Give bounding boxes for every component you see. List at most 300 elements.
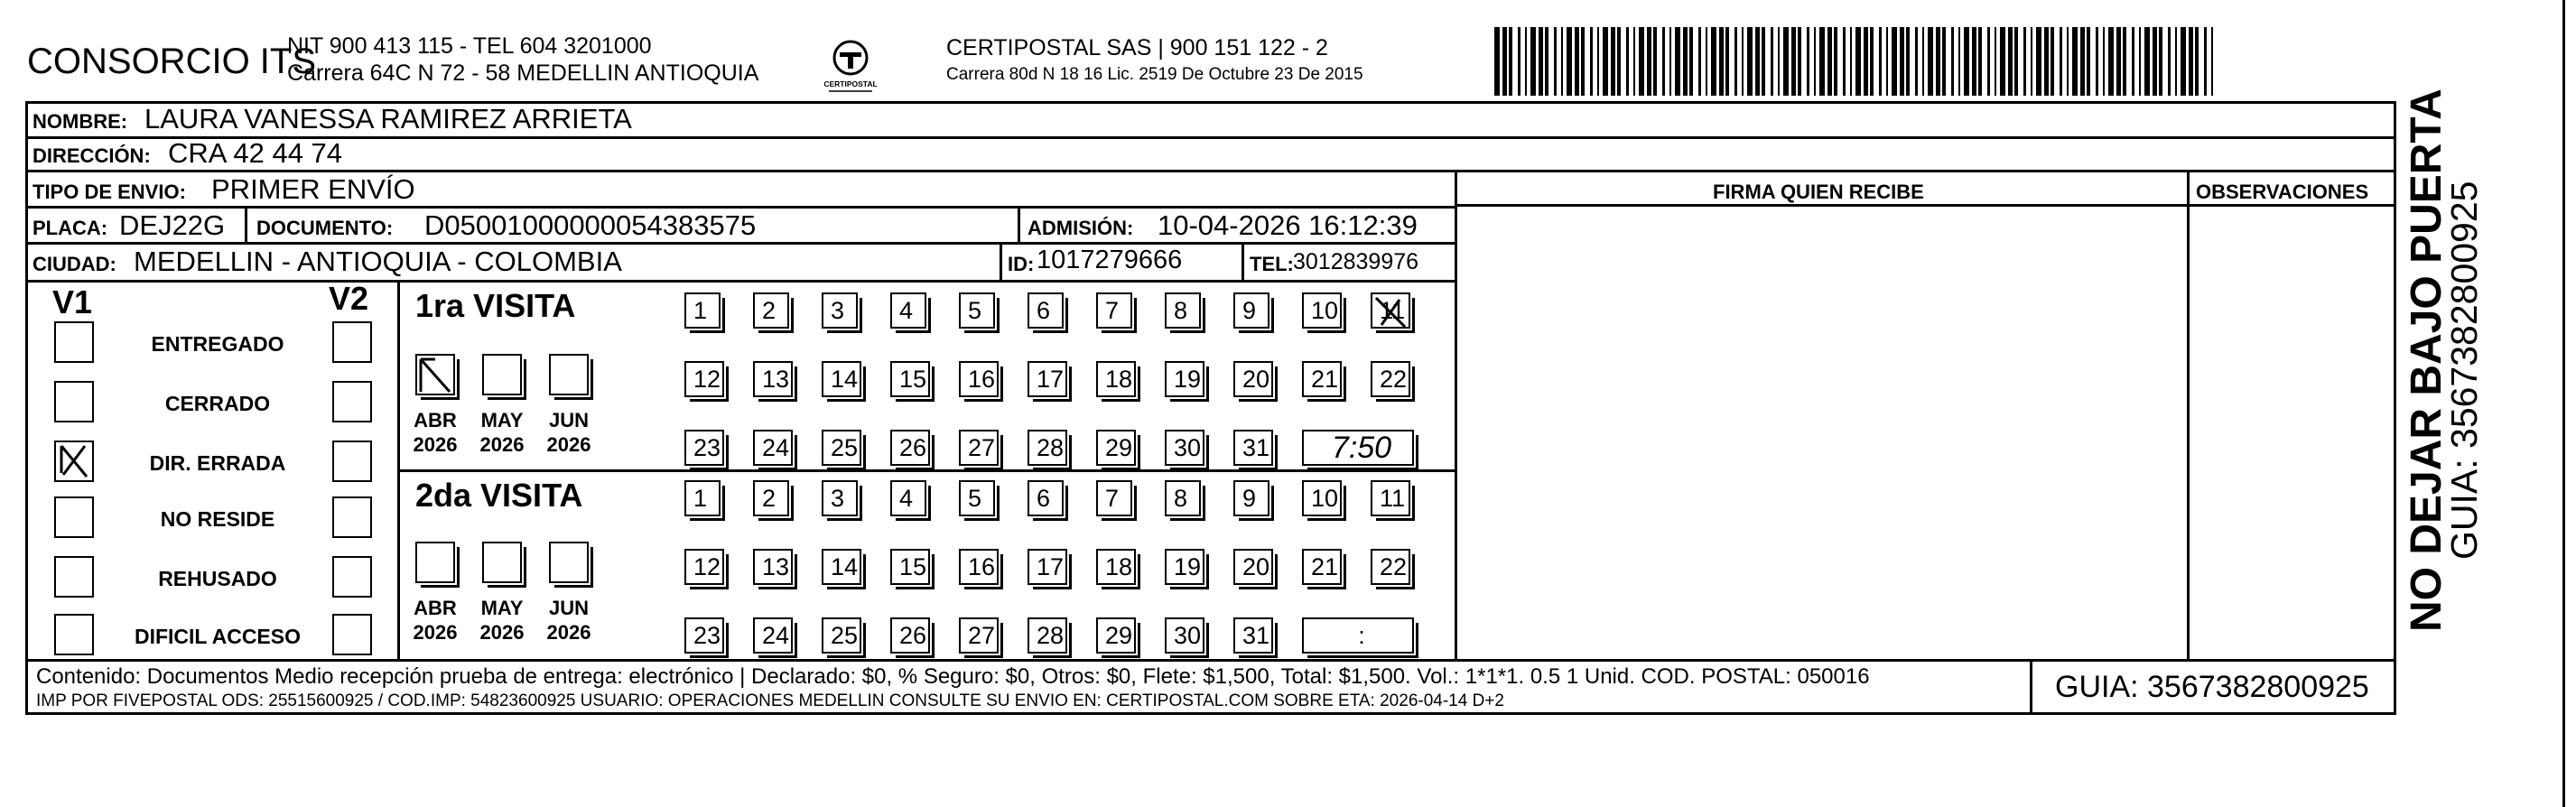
barcode-bar [1850,27,1852,96]
day-box[interactable] [1302,361,1342,397]
barcode-bar [1771,27,1773,96]
day-box[interactable] [684,430,724,466]
barcode-bar [1987,27,1990,96]
id-label: ID: [1008,253,1035,275]
day-number: 8 [1174,485,1188,512]
day-box[interactable] [1096,480,1132,516]
barcode-bar [1711,27,1716,96]
placa-value: DEJ22G [119,209,226,241]
day-box[interactable] [1028,549,1067,585]
day-box[interactable] [890,480,926,516]
certipostal-line-2: Carrera 80d N 18 16 Lic. 2519 De Octubre 23 De 2015 [946,65,1363,84]
day-number: 10 [1311,485,1339,512]
barcode-bar [1843,27,1846,96]
company-name: CONSORCIO ITS [27,42,317,81]
barcode-bar [1814,27,1816,96]
hour-value: 7:50 [1331,431,1392,465]
barcode-bar [1864,27,1868,96]
day-number: 4 [899,485,914,512]
barcode-bar [1807,27,1809,96]
barcode-bar [1706,27,1707,96]
barcode-bar [1647,27,1651,96]
barcode-bar [2181,27,2186,96]
footer-imp-line: IMP POR FIVEPOSTAL ODS: 25515600925 / COD.IMP: 54823600925 USUARIO: OPERACIONES MEDELLIN CONSULTE SU ENVIO EN: CERTIPOSTAL.COM SOBRE ETA: 2026-04-14 D+2 [36,691,1504,710]
barcode-bar [1633,27,1635,96]
barcode-bar [2072,27,2078,96]
day-box[interactable] [1165,549,1204,585]
barcode-bar [1755,27,1760,96]
day-number: 14 [831,366,859,393]
admision-label: ADMISIÓN: [1028,217,1134,239]
barcode-bar [2036,27,2041,96]
barcode-bar [1922,27,1924,96]
day-box[interactable] [890,292,926,329]
day-number: 1 [693,485,708,512]
barcode-bar [1951,27,1954,96]
day-box[interactable] [1302,292,1342,329]
barcode-bar [1906,27,1910,96]
barcode-bar [2031,27,2032,96]
barcode-bar [2139,27,2141,96]
barcode-bar [1581,27,1585,96]
day-box[interactable] [1028,292,1064,329]
month-year: 2026 [479,621,525,644]
month-label [473,596,531,645]
tel-value: 3012839976 [1293,249,1419,274]
month-name: MAY [480,597,524,619]
day-number: 30 [1174,434,1202,461]
v1-checkbox[interactable] [54,381,94,422]
day-number: 1 [693,297,708,324]
barcode-bar [2175,27,2177,96]
barcode-bar [1958,27,1960,96]
barcode-bar [2023,27,2026,96]
day-box[interactable] [822,361,861,397]
footer-guia: GUIA: 3567382800925 [2055,670,2369,704]
barcode-bar [1778,27,1780,96]
direccion-label: DIRECCIÓN: [33,144,151,167]
v2-checkbox[interactable] [332,441,372,482]
v1-label: V1 [52,283,93,320]
day-box[interactable] [684,549,724,585]
month-name: MAY [480,409,524,431]
month-year: 2026 [546,433,591,456]
day-number: 2 [762,485,777,512]
day-number: 3 [831,485,845,512]
nit-line: NIT 900 413 115 - TEL 604 3201000 [287,33,652,59]
day-box[interactable] [753,361,793,397]
month-name: ABR [414,597,457,619]
certipostal-info [946,34,1363,88]
barcode-bar [1783,27,1789,96]
day-number: 5 [968,485,982,512]
v1-checkbox[interactable] [54,496,94,538]
day-number: 12 [693,366,721,393]
v2-checkbox[interactable] [332,556,372,598]
day-number: 21 [1311,553,1339,580]
barcode [1494,27,2217,96]
barcode-bar [1611,27,1615,96]
v2-checkbox[interactable] [332,381,372,422]
day-box[interactable] [1165,361,1204,397]
barcode-bar [1900,27,1904,96]
barcode-bar [1791,27,1796,96]
day-box[interactable] [1096,617,1136,654]
day-box[interactable] [822,292,858,329]
barcode-bar [1545,27,1548,96]
day-box[interactable] [1233,292,1269,329]
page-edge-line [2562,0,2565,807]
status-label: CERRADO [164,392,271,415]
day-box[interactable] [959,361,999,397]
day-box[interactable] [684,480,721,516]
day-number: 15 [899,366,927,393]
barcode-bar [1539,27,1543,96]
day-number: 15 [899,553,927,580]
day-number: 19 [1174,553,1202,580]
company-info [287,32,758,87]
day-box[interactable] [959,430,999,466]
day-number: 9 [1242,297,1257,324]
status-label: DIFICIL ACCESO [134,625,301,648]
firma-label: FIRMA QUIEN RECIBE [1713,181,1924,203]
barcode-bar [1603,27,1608,96]
barcode-bar [2153,27,2157,96]
day-number: 27 [968,622,996,649]
logo-text: CERTIPOSTAL [823,79,878,88]
day-box[interactable] [753,480,789,516]
day-box[interactable] [822,617,861,654]
month-label [406,408,464,457]
day-box[interactable] [959,292,995,329]
nombre-value: LAURA VANESSA RAMIREZ ARRIETA [144,103,632,134]
barcode-bar [1964,27,1969,96]
day-box[interactable] [959,549,999,585]
barcode-bar [1978,27,1982,96]
ciudad-value: MEDELLIN - ANTIOQUIA - COLOMBIA [134,246,622,277]
day-number: 19 [1174,366,1202,393]
status-label: REHUSADO [158,567,277,590]
barcode-bar [1567,27,1572,96]
day-number: 16 [968,366,996,393]
day-number: 6 [1037,485,1051,512]
footer-content-line: Contenido: Documentos Medio recepción prueba de entrega: electrónico | Declarado: $0, % Seguro: $0, Otros: $0, Flete: $1,500, Total: $1,500. Vol.: 1*1*1. 0.5 1 Unid. COD. POSTAL: 050016 [36,664,1870,689]
barcode-bar [2008,27,2013,96]
certipostal-logo [823,36,878,96]
barcode-bar [2132,27,2134,96]
day-box[interactable] [1165,292,1201,329]
day-box[interactable] [1028,361,1067,397]
barcode-bar [1928,27,1933,96]
address-line: Carrera 64C N 72 - 58 MEDELLIN ANTIOQUIA [287,60,759,86]
day-number: 27 [968,434,996,461]
barcode-bar [1561,27,1563,96]
v2-checkbox[interactable] [332,496,372,538]
day-number: 31 [1242,434,1270,461]
barcode-bar [1995,27,1996,96]
side-guia: GUIA: 3567382800925 [2443,181,2485,560]
check-mark-icon [1372,294,1409,330]
month-label [540,596,598,645]
day-number: 10 [1311,297,1339,324]
day-box[interactable] [1165,617,1204,654]
day-number: 18 [1105,366,1133,393]
status-label: NO RESIDE [160,507,275,531]
documento-label: DOCUMENTO: [256,217,394,239]
barcode-bar [1639,27,1644,96]
month-year: 2026 [413,621,458,644]
day-box[interactable] [1233,617,1273,654]
documento-value: D05001000000054383575 [424,209,757,241]
barcode-bar [2159,27,2162,96]
barcode-bar [2060,27,2062,96]
nombre-label: NOMBRE: [33,110,128,133]
day-box[interactable] [890,549,930,585]
barcode-bar [1972,27,1976,96]
barcode-bar [1855,27,1861,96]
barcode-bar [2014,27,2018,96]
month-checkbox[interactable] [415,354,455,395]
day-box[interactable] [1302,549,1342,585]
day-number: 13 [762,366,790,393]
day-number: 29 [1105,622,1133,649]
day-box[interactable] [890,430,930,466]
month-name: JUN [548,409,589,431]
day-number: 30 [1174,622,1202,649]
barcode-bar [1554,27,1557,96]
day-number: 11 [1380,485,1406,512]
day-number: 23 [693,434,721,461]
hour-value: : [1358,622,1365,649]
barcode-bar [1834,27,1837,96]
month-year: 2026 [546,621,591,644]
barcode-bar [1626,27,1629,96]
barcode-bar [2123,27,2126,96]
barcode-bar [1683,27,1688,96]
day-box[interactable] [1096,549,1136,585]
admision-value: 10-04-2026 16:12:39 [1158,209,1418,241]
day-box[interactable] [1028,480,1064,516]
v1-checkbox[interactable] [54,556,94,598]
barcode-bar [1617,27,1621,96]
day-number: 24 [762,434,790,461]
day-box[interactable] [1096,430,1136,466]
v1-checkbox[interactable] [54,321,94,363]
month-checkbox[interactable] [549,354,589,395]
day-box[interactable] [684,361,724,397]
month-name: JUN [548,597,589,619]
day-box[interactable] [753,549,793,585]
month-checkbox[interactable] [549,542,589,583]
day-number: 6 [1037,297,1051,324]
month-label [473,408,531,457]
barcode-bar [2044,27,2049,96]
v2-checkbox[interactable] [332,614,372,655]
day-number: 25 [831,622,859,649]
day-box[interactable] [1096,361,1136,397]
hour-box[interactable] [1302,617,1414,654]
barcode-bar [1915,27,1918,96]
day-number: 20 [1242,366,1270,393]
day-number: 23 [693,622,721,649]
day-box[interactable] [1233,361,1273,397]
barcode-bar [1798,27,1801,96]
month-name: ABR [414,409,457,431]
month-label [540,408,598,457]
day-number: 14 [831,553,859,580]
day-box[interactable] [1371,361,1410,397]
barcode-bar [1742,27,1744,96]
day-box[interactable] [753,430,793,466]
barcode-bar [1530,27,1536,96]
day-number: 25 [831,434,859,461]
day-box[interactable] [1028,617,1067,654]
day-box[interactable] [959,480,995,516]
barcode-bar [2096,27,2098,96]
day-number: 22 [1380,366,1408,393]
barcode-bar [2051,27,2054,96]
barcode-bar [2067,27,2069,96]
ciudad-label: CIUDAD: [33,253,116,275]
day-box[interactable] [1233,430,1273,466]
day-number: 8 [1174,297,1188,324]
day-box[interactable] [822,480,858,516]
month-checkbox[interactable] [415,542,455,583]
certipostal-line-1: CERTIPOSTAL SAS | 900 151 122 - 2 [946,35,1328,60]
day-number: 24 [762,622,790,649]
barcode-bar [1597,27,1599,96]
barcode-bar [1762,27,1765,96]
check-mark-icon [56,442,92,480]
barcode-bar [1719,27,1724,96]
day-box[interactable] [753,617,793,654]
day-number: 28 [1037,622,1065,649]
barcode-bar [2189,27,2193,96]
barcode-bar [2204,27,2207,96]
id-value: 1017279666 [1037,246,1183,274]
day-number: 13 [762,553,790,580]
observaciones-label: OBSERVACIONES [2196,181,2369,203]
month-year: 2026 [479,433,525,456]
status-label: DIR. ERRADA [149,451,286,475]
day-number: 31 [1242,622,1270,649]
day-box[interactable] [753,292,789,329]
day-number: 18 [1105,553,1133,580]
check-mark-icon [417,356,453,394]
day-box[interactable] [1302,480,1342,516]
day-number: 4 [899,297,914,324]
v1-checkbox[interactable] [54,614,94,655]
day-number: 11 [1380,297,1406,324]
day-number: 26 [899,622,927,649]
day-number: 26 [899,434,927,461]
second-visit-label: 2da VISITA [415,477,583,514]
direccion-value: CRA 42 44 74 [168,137,343,169]
day-number: 2 [762,297,777,324]
day-box[interactable] [1371,549,1410,585]
day-box[interactable] [1096,292,1132,329]
barcode-bar [1675,27,1680,96]
barcode-bar [1662,27,1665,96]
status-label: ENTREGADO [151,332,284,356]
day-number: 3 [831,297,845,324]
hour-box[interactable] [1302,430,1414,466]
day-box[interactable] [1371,292,1410,329]
barcode-bar [2195,27,2199,96]
day-number: 9 [1242,485,1257,512]
day-box[interactable] [684,617,724,654]
tipo-envio-label: TIPO DE ENVIO: [33,181,186,203]
day-box[interactable] [1233,549,1273,585]
barcode-bar [1725,27,1729,96]
month-checkbox[interactable] [482,542,522,583]
day-box[interactable] [1028,430,1067,466]
placa-label: PLACA: [33,217,108,239]
barcode-bar [1892,27,1897,96]
day-number: 12 [693,553,721,580]
day-number: 29 [1105,434,1133,461]
barcode-bar [1494,27,1500,96]
day-number: 22 [1380,553,1408,580]
month-year: 2026 [413,433,458,456]
day-box[interactable] [1233,480,1269,516]
month-checkbox[interactable] [482,354,522,395]
barcode-bar [2103,27,2105,96]
barcode-bar [2108,27,2114,96]
barcode-bar [1698,27,1701,96]
barcode-bar [2168,27,2171,96]
day-number: 17 [1037,366,1065,393]
barcode-bar [1509,27,1512,96]
tel-label: TEL: [1250,253,1294,275]
day-number: 16 [968,553,996,580]
v2-checkbox[interactable] [332,321,372,363]
day-box[interactable] [959,617,999,654]
day-box[interactable] [890,361,930,397]
barcode-bar [1734,27,1737,96]
tipo-envio-value: PRIMER ENVÍO [211,173,415,205]
barcode-bar [1575,27,1579,96]
day-number: 20 [1242,553,1270,580]
day-box[interactable] [890,617,930,654]
day-box[interactable] [822,549,861,585]
day-box[interactable] [1371,480,1410,516]
barcode-bar [1886,27,1888,96]
v1-checkbox[interactable] [54,441,94,482]
barcode-bar [1870,27,1874,96]
barcode-bar [2000,27,2005,96]
barcode-bar [1653,27,1657,96]
day-number: 17 [1037,553,1065,580]
barcode-bar [1669,27,1671,96]
day-number: 21 [1311,366,1339,393]
barcode-bar [2144,27,2150,96]
day-box[interactable] [1165,480,1201,516]
barcode-bar [1502,27,1507,96]
barcode-bar [2211,27,2213,96]
no-dejar-bajo-puerta: NO DEJAR BAJO PUERTA [2403,88,2450,632]
barcode-bar [1525,27,1527,96]
barcode-bar [1942,27,1946,96]
day-box[interactable] [1165,430,1204,466]
barcode-bar [1689,27,1693,96]
barcode-bar [1819,27,1825,96]
barcode-bar [2080,27,2085,96]
day-box[interactable] [684,292,721,329]
day-number: 28 [1037,434,1065,461]
barcode-bar [1827,27,1832,96]
day-box[interactable] [822,430,861,466]
